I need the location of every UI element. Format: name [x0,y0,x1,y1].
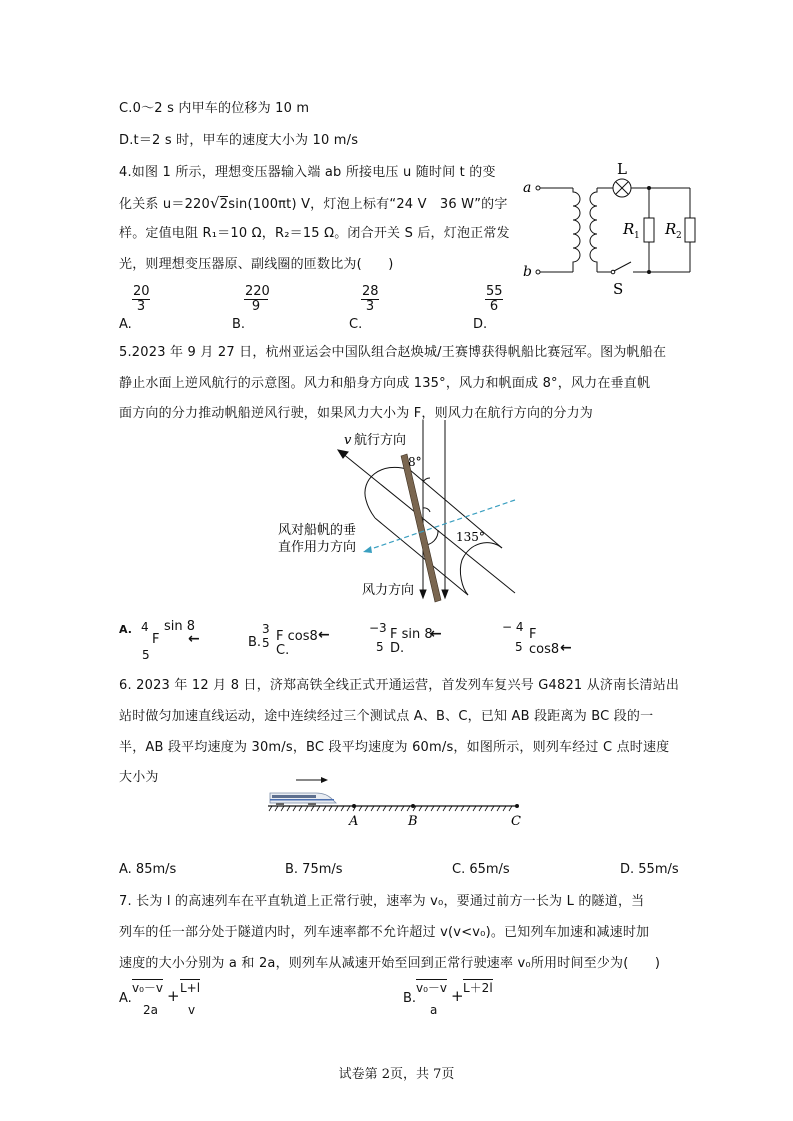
q7-a-plus: + [167,987,180,1005]
point-b-marker [411,804,415,808]
q5-d-trig: cos8 [529,642,560,657]
q5-d-arrow: ← [560,640,572,656]
q5-c-denominator: 5 [376,640,384,654]
q7-a-term1-numerator: v₀－v [132,981,164,995]
r1-subscript: 1 [634,231,640,241]
terminal-b-label: b [523,264,532,280]
q5-b-body: F cos8 [276,629,318,644]
q7-b-term1-numerator: v₀－v [416,981,448,995]
q7-stem-line3: 速度的大小分别为 a 和 2a，则列车从减速开始至回到正常行驶速率 v₀所用时间至少为( ) [119,956,661,971]
q4-stem-line2 [119,195,508,213]
q5-b-denominator: 5 [262,636,270,650]
q6-stem-line2: 站时做匀加速直线运动，途中连续经过三个测试点 A、B、C，已知 AB 段距离为 BC 段的一 [119,709,654,724]
q4-a-denominator: 3 [136,299,146,314]
q4-d-label: D. [473,317,488,332]
q3-option-d: D.t＝2 s 时，甲车的速度大小为 10 m/s [119,133,359,148]
q4-stem-line1: 4.如图 1 所示，理想变压器输入端 ab 所接电压 u 随时间 t 的变 [119,165,496,180]
lamp-label: L [617,160,627,178]
q4-sqrt-radicand: 2 [219,197,229,212]
page-footer: 试卷第 2页，共 7页 [338,1067,455,1082]
q5-a-numerator: 4 [141,620,149,634]
q4-d-denominator: 6 [489,299,499,314]
q6-stem-line3: 半，AB 段平均速度为 30m/s，BC 段平均速度为 60m/s，如图所示，则列车经过 C 点时速度 [119,740,670,755]
q4-c-numerator: 28 [362,284,379,299]
q5-d-denominator: 5 [515,640,523,654]
q6-option-b[interactable]: B. 75m/s [285,862,343,877]
q5-sailboat-diagram [270,420,530,610]
angle-8-label: 8° [408,455,422,469]
q5-b-arrow: ← [318,627,330,643]
q6-option-c[interactable]: C. 65m/s [452,862,510,877]
q6-option-d[interactable]: D. 55m/s [620,862,679,877]
point-a-marker [352,804,356,808]
q7-a-term2-numerator: L+l [180,981,201,995]
point-a-label: A [349,814,359,829]
heading-label: 航行方向 [354,433,407,448]
q5-d-label: D. [390,641,405,656]
point-c-marker [515,804,519,808]
switch-label: S [613,280,624,298]
q4-c-denominator: 3 [365,299,375,314]
q7-b-plus: + [451,987,464,1005]
q4-b-denominator: 9 [251,299,261,314]
q4-circuit-diagram [515,150,705,300]
q5-c-arrow: ← [430,626,442,642]
q7-b-label: B. [403,991,417,1006]
q7-a-term2-denominator: v [188,1003,196,1017]
q5-a-arrow: ← [188,631,200,647]
q4-d-numerator: 55 [486,284,503,299]
q5-a-label: A. [119,623,132,636]
velocity-label: v [344,433,352,448]
wind-direction-label: 风力方向 [362,583,415,598]
q4-stem-line4: 光，则理想变压器原、副线圈的匝数比为( ) [119,257,394,272]
perp-force-label-2: 直作用力方向 [278,540,357,555]
q4-c-label: C. [349,317,363,332]
point-b-label: B [408,814,418,829]
q4-formula-pre: 化关系 u＝220 [119,197,210,212]
q5-a-body: F [152,632,160,647]
q4-a-label: A. [119,317,132,332]
q5-a-denominator: 5 [142,648,150,662]
q7-a-term1-denominator: 2a [143,1003,158,1017]
perp-force-label-1: 风对船帆的垂 [278,523,357,538]
q5-c-label: C. [276,643,290,658]
r2-subscript: 2 [676,231,682,241]
r1-label: R [623,220,635,238]
angle-135-label: 135° [456,530,485,544]
q5-stem-line2: 静止水面上逆风航行的示意图。风力和船身方向成 135°，风力和帆面成 8°，风力在垂直帆 [119,376,651,391]
train-icon [270,793,336,805]
q7-stem-line1: 7. 长为 l 的高速列车在平直轨道上正常行驶，速率为 v₀，要通过前方一长为 L 的隧道，当 [119,894,645,909]
q7-a-label: A. [119,991,132,1006]
q5-stem-line1: 5.2023 年 9 月 27 日，杭州亚运会中国队组合赵焕城/王赛博获得帆船比赛冠军。图为帆船在 [119,345,667,360]
q6-train-diagram [268,775,528,830]
q6-stem-line1: 6. 2023 年 12 月 8 日，济郑高铁全线正式开通运营，首发列车复兴号 G4821 从济南长清站出 [119,678,680,693]
q6-option-a[interactable]: A. 85m/s [119,862,177,877]
q6-stem-line4: 大小为 [119,770,159,785]
q7-b-term1-denominator: a [430,1003,438,1017]
r2-label: R [665,220,677,238]
q5-a-trig: sin 8 [164,619,196,634]
q3-option-c: C.0～2 s 内甲车的位移为 10 m [119,101,310,116]
sqrt-symbol: √ [210,194,220,212]
q5-stem-line3: 面方向的分力推动帆船逆风行驶，如果风力大小为 F，则风力在航行方向的分力为 [119,406,594,421]
q5-c-numerator: −3 [369,621,387,635]
q5-c-body: F sin 8 [390,627,433,642]
q5-d-numerator: − 4 [502,620,524,634]
q4-b-label: B. [232,317,246,332]
q5-b-numerator: 3 [262,622,270,636]
q4-a-numerator: 20 [133,284,150,299]
q7-b-term2-numerator: L＋2l [463,981,493,995]
q7-stem-line2: 列车的任一部分处于隧道内时，列车速率都不允许超过 v(v<v₀)。已知列车加速和减速时加 [119,925,650,940]
q4-b-numerator: 220 [245,284,270,299]
q5-d-body: F [529,627,537,642]
q5-b-label: B. [248,635,262,650]
q4-stem-line3: 样。定值电阻 R₁＝10 Ω，R₂＝15 Ω。闭合开关 S 后，灯泡正常发 [119,226,510,241]
point-c-label: C [511,814,521,829]
q4-formula-post: sin(100πt) V，灯泡上标有“24 V 36 W”的字 [228,197,508,212]
terminal-a-label: a [523,180,532,196]
